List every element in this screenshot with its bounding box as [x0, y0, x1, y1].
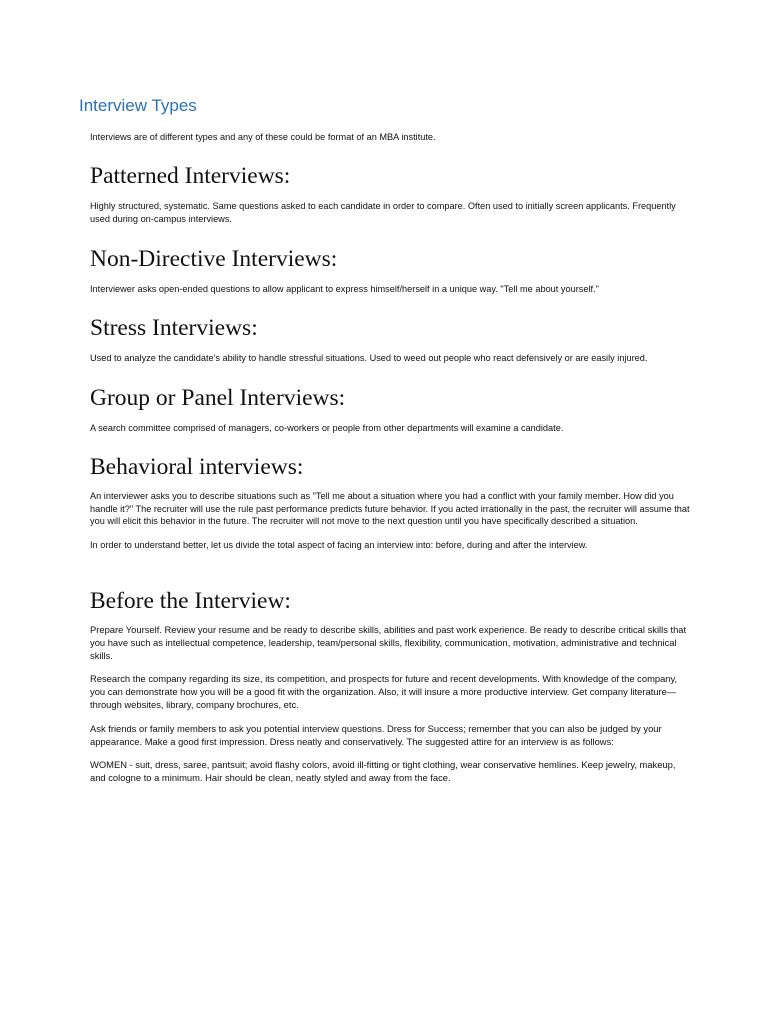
section-heading: Before the Interview: [90, 588, 291, 614]
section-stress-interviews [90, 315, 690, 365]
section-paragraph: Highly structured, systematic. Same questions asked to each candidate in order to compare. Often used to initially screen applicants. Frequently used during on-campus interviews. [90, 201, 676, 224]
intro-paragraph: Interviews are of different types and any of these could be format of an MBA institute. [90, 132, 436, 142]
section-heading: Patterned Interviews: [90, 163, 291, 189]
section-heading: Group or Panel Interviews: [90, 385, 346, 411]
section-paragraph: In order to understand better, let us divide the total aspect of facing an interview into: before, during and after the interview. [90, 539, 588, 550]
section-non-directive-interviews [90, 246, 690, 296]
section-paragraph: Research the company regarding its size, its competition, and prospects for future and recent developments. With knowledge of the company, you can demonstrate how you will be a good fit with the organization. Also, it will insure a more productive interview. Get company literature—through websites, library, company brochures, etc. [90, 673, 678, 710]
section-heading: Non-Directive Interviews: [90, 246, 338, 272]
section-patterned-interviews [90, 163, 690, 225]
section-behavioral-interviews [90, 454, 690, 551]
section-paragraph: Interviewer asks open-ended questions to allow applicant to express himself/herself in a unique way. "Tell me about yourself." [90, 284, 599, 294]
section-group-or-panel-interviews [90, 385, 690, 435]
section-heading: Stress Interviews: [90, 315, 258, 341]
section-paragraph: Used to analyze the candidate's ability to handle stressful situations. Used to weed out people who react defensively or are easily injured. [90, 353, 648, 363]
section-paragraph: A search committee comprised of managers, co-workers or people from other departments will examine a candidate. [90, 423, 564, 433]
section-paragraph: An interviewer asks you to describe situations such as "Tell me about a situation where you had a conflict with your family member. How did you handle it?" The recruiter will use the rule past performance predicts future behavior. If you acted irrationally in the past, the recruiter will assume that you will elicit this behavior in the future. The recruiter will not move to the next question until you have specifically described a situation. [90, 491, 690, 527]
section-paragraph: Prepare Yourself. Review your resume and be ready to describe skills, abilities and past work experience. Be ready to describe critical skills that you have such as intellectual competence, leadership, team/personal skills, flexibility, communication, motivation, administrative and technical skills. [90, 624, 687, 661]
document-title: Interview Types [79, 96, 197, 115]
section-before-the-interview [90, 588, 690, 785]
section-paragraph: WOMEN - suit, dress, saree, pantsuit; avoid flashy colors, avoid ill-fitting or tight clothing, wear conservative hemlines. Keep jewelry, makeup, and cologne to a minimum. Hair should be clean, neatly styled and away from the face. [90, 759, 676, 784]
section-heading: Behavioral interviews: [90, 454, 304, 480]
section-paragraph: Ask friends or family members to ask you potential interview questions. Dress for Success; remember that you can also be judged by your appearance. Make a good first impression. Dress neatly and conservatively. The suggested attire for an interview is as follows: [90, 722, 662, 747]
